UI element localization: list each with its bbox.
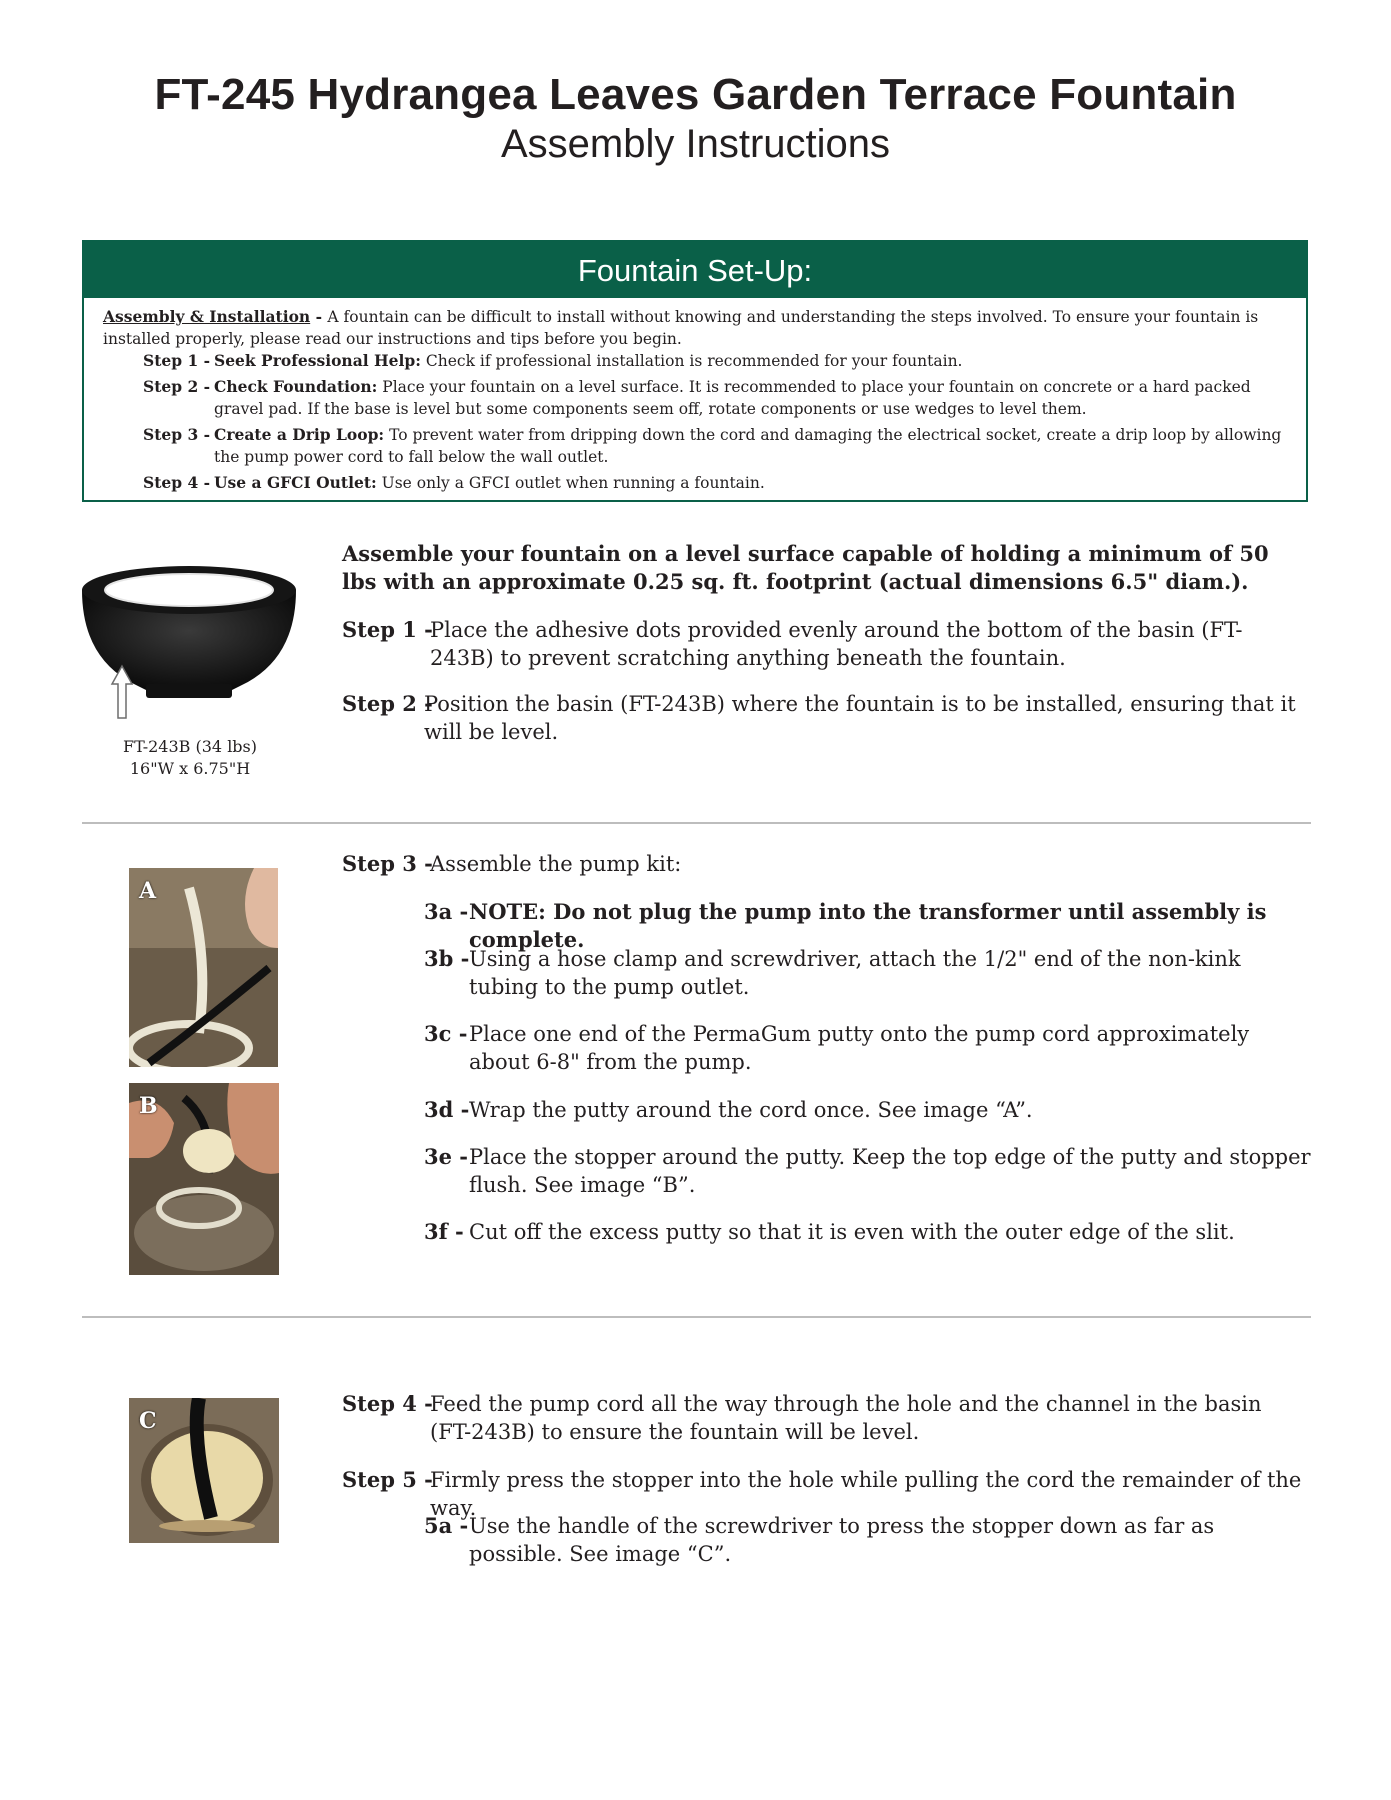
section3-step-4 — [342, 1390, 1302, 1446]
substep-3e — [424, 1143, 1314, 1199]
basin-illustration — [78, 560, 300, 726]
substep-label: 3e - — [424, 1144, 468, 1169]
step-text: Feed the pump cord all the way through the hole and the channel in the basin (FT-243B) to ensure the fountain will be level. — [430, 1392, 1262, 1444]
step-label: Step 4 - — [342, 1391, 433, 1416]
setup-step-label: Step 2 - — [143, 377, 211, 396]
photo-c-label: C — [139, 1408, 157, 1434]
basin-foot — [146, 684, 232, 698]
step-label: Step 2 - — [342, 691, 433, 716]
step-label: Step 5 - — [342, 1467, 433, 1492]
setup-intro-dash: - — [310, 307, 328, 326]
substep-text: Using a hose clamp and screwdriver, attach the 1/2" end of the non-kink tubing to the pump outlet. — [469, 947, 1241, 999]
substep-label: 3c - — [424, 1021, 468, 1046]
photo-b-label: B — [139, 1093, 158, 1119]
section-divider — [82, 1316, 1311, 1318]
substep-label: 5a - — [424, 1513, 469, 1538]
substep-text: Wrap the putty around the cord once. See image “A”. — [469, 1098, 1033, 1122]
substep-3b — [424, 945, 1314, 1001]
substep-label: 3a - — [424, 899, 469, 924]
section-divider — [82, 822, 1311, 824]
basin-opening — [105, 574, 273, 606]
setup-intro-label: Assembly & Installation — [103, 307, 311, 326]
setup-step-label: Step 4 - — [143, 473, 211, 492]
basin-caption — [90, 736, 290, 780]
substep-text: Place one end of the PermaGum putty onto the pump cord approximately about 6-8" from the pump. — [469, 1022, 1250, 1074]
page-title: FT-245 Hydrangea Leaves Garden Terrace Fountain — [154, 70, 1237, 119]
photo-a — [129, 868, 278, 1067]
section2-step-3 — [342, 850, 1302, 878]
substep-3d — [424, 1096, 1314, 1124]
substep-label: 3f - — [424, 1219, 464, 1244]
substep-text: Place the stopper around the putty. Keep the top edge of the putty and stopper flush. See image “B”. — [469, 1145, 1311, 1197]
setup-step-2 — [143, 376, 1293, 420]
basin-caption-weight: FT-243B (34 lbs) — [123, 737, 257, 756]
setup-step-text: To prevent water from dripping down the cord and damaging the electrical socket, create a drip loop by allowing the pump power cord to fall below the wall outlet. — [214, 426, 1282, 466]
basin-caption-dimensions: 16"W x 6.75"H — [129, 759, 251, 778]
photo-a-label: A — [139, 878, 157, 904]
step-text: Position the basin (FT-243B) where the fountain is to be installed, ensuring that it will be level. — [424, 692, 1296, 744]
setup-step-text: Place your fountain on a level surface. It is recommended to place your fountain on concrete or a hard packed gravel pad. If the base is level but some components seem off, rotate components or use wedges to level them. — [214, 378, 1251, 418]
setup-step-label: Step 3 - — [143, 425, 211, 444]
setup-step-title: Seek Professional Help: — [214, 351, 421, 370]
photo-c — [129, 1398, 279, 1543]
section1-intro: Assemble your fountain on a level surface capable of holding a minimum of 50 lbs with an approximate 0.25 sq. ft. footprint (actual dimensions 6.5" diam.). — [342, 541, 1269, 594]
step-text: Assemble the pump kit: — [430, 852, 682, 876]
setup-step-label: Step 1 - — [143, 351, 211, 370]
section1-step-2 — [342, 690, 1302, 746]
setup-step-text: Use only a GFCI outlet when running a fountain. — [376, 474, 765, 492]
setup-step-title: Create a Drip Loop: — [214, 425, 385, 444]
setup-step-title: Check Foundation: — [214, 377, 378, 396]
setup-step-3 — [143, 424, 1293, 468]
step-label: Step 3 - — [342, 851, 433, 876]
setup-heading: Fountain Set-Up: — [84, 242, 1306, 298]
substep-3f — [424, 1218, 1314, 1246]
substep-label: 3d - — [424, 1097, 470, 1122]
step-text: Place the adhesive dots provided evenly around the bottom of the basin (FT-243B) to prevent scratching anything beneath the fountain. — [430, 618, 1243, 670]
setup-intro-text: A fountain can be difficult to install without knowing and understanding the steps involved. To ensure your fountain is installed properly, please read our instructions and tips before you begin. — [103, 308, 1259, 348]
substep-3c — [424, 1020, 1314, 1076]
setup-step-text: Check if professional installation is recommended for your fountain. — [420, 352, 963, 370]
setup-step-title: Use a GFCI Outlet: — [214, 473, 377, 492]
substep-label: 3b - — [424, 946, 470, 971]
step-text: Firmly press the stopper into the hole while pulling the cord the remainder of the way. — [430, 1468, 1302, 1520]
photo-b — [129, 1083, 279, 1275]
substep-text: Use the handle of the screwdriver to press the stopper down as far as possible. See image “C”. — [469, 1514, 1215, 1566]
page-subtitle: Assembly Instructions — [500, 122, 891, 166]
setup-panel — [82, 240, 1308, 502]
substep-5a — [424, 1512, 1314, 1568]
substep-text: NOTE: Do not plug the pump into the transformer until assembly is complete. — [469, 899, 1267, 952]
substep-text: Cut off the excess putty so that it is even with the outer edge of the slit. — [469, 1220, 1235, 1244]
setup-step-4 — [143, 472, 1293, 494]
setup-step-1 — [143, 350, 1293, 372]
step-label: Step 1 - — [342, 617, 433, 642]
section1-step-1 — [342, 616, 1302, 672]
setup-intro — [103, 306, 1293, 350]
